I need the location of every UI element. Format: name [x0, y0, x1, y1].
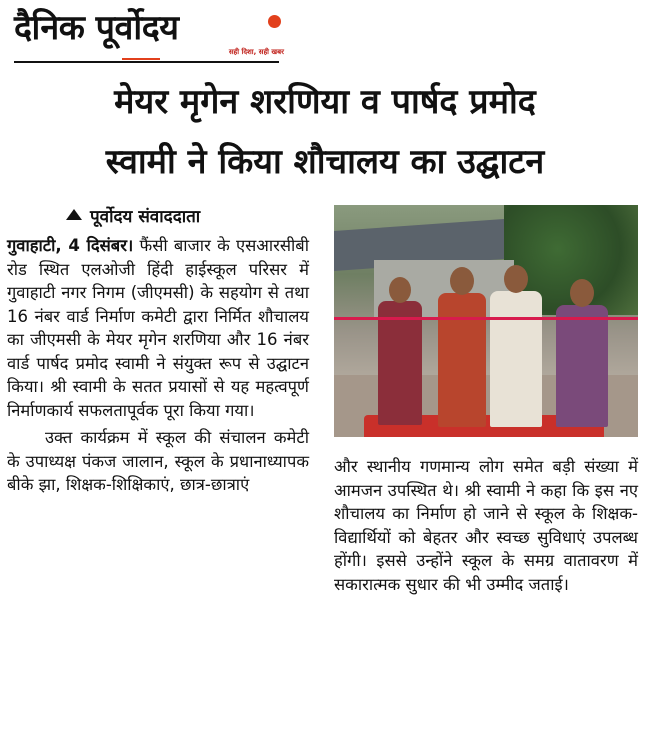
photo-person-head [389, 277, 411, 303]
headline-line-1: मेयर मृगेन शरणिया व पार्षद प्रमोद [114, 82, 536, 122]
masthead-accent-bar [122, 58, 160, 60]
article-headline [20, 72, 630, 192]
headline-line-2: स्वामी ने किया शौचालय का उद्घाटन [105, 142, 545, 182]
masthead [14, 6, 284, 70]
photo-person [556, 305, 608, 427]
photo-ribbon [334, 317, 638, 320]
dateline: गुवाहाटी, 4 दिसंबर। [7, 236, 134, 255]
article-column-right [334, 455, 638, 596]
byline [66, 204, 200, 227]
newspaper-name: दैनिक पूर्वोदय [14, 8, 179, 48]
paragraph-1-body: फैंसी बाजार के एसआरसीबी रोड स्थित एलओजी हिंदी हाईस्कूल परिसर में गुवाहाटी नगर निगम (जीएमसी) के सहयोग से तथा 16 नंबर वार्ड निर्माण कमेटी द्वारा निर्मित शौचालय का जीएमसी के मेयर मृगेन शरणिया और 16 नंबर वार्ड पार्षद प्रमोद स्वामी ने संयुक्त रूप से उद्घाटन किया। श्री स्वामी के सतत प्रयासों से यह महत्वपूर्ण निर्माणकार्य सफलतापूर्वक पूरा किया गया। [7, 236, 309, 420]
article-column-left [7, 234, 309, 497]
logo-dot-icon [268, 15, 281, 28]
triangle-icon [66, 209, 82, 220]
byline-text: पूर्वोदय संवाददाता [90, 207, 201, 227]
paragraph-1 [7, 234, 309, 422]
paragraph-2: उक्त कार्यक्रम में स्कूल की संचालन कमेटी के उपाध्यक्ष पंकज जालान, स्कूल के प्रधानाध्यापक बीके झा, शिक्षक-शिक्षिकाएं, छात्र-छात्राएं [7, 428, 309, 494]
photo-person-head [570, 279, 594, 307]
newspaper-tagline: सही दिशा, सही खबर [228, 48, 284, 56]
masthead-rule [14, 61, 279, 63]
photo-person [438, 293, 486, 427]
photo-person-head [450, 267, 474, 295]
event-photo [334, 205, 638, 437]
paragraph-3: और स्थानीय गणमान्य लोग समेत बड़ी संख्या में आमजन उपस्थित थे। श्री स्वामी ने कहा कि इस नए शौचालय का निर्माण हो जाने से स्कूल के शिक्षक-विद्यार्थियों को बेहतर और स्वच्छ सुविधाएं उपलब्ध होंगी। इससे उन्होंने स्कूल के समग्र वातावरण में सकारात्मक सुधार की भी उम्मीद जताई। [334, 457, 638, 594]
photo-person [490, 291, 542, 427]
photo-person-head [504, 265, 528, 293]
